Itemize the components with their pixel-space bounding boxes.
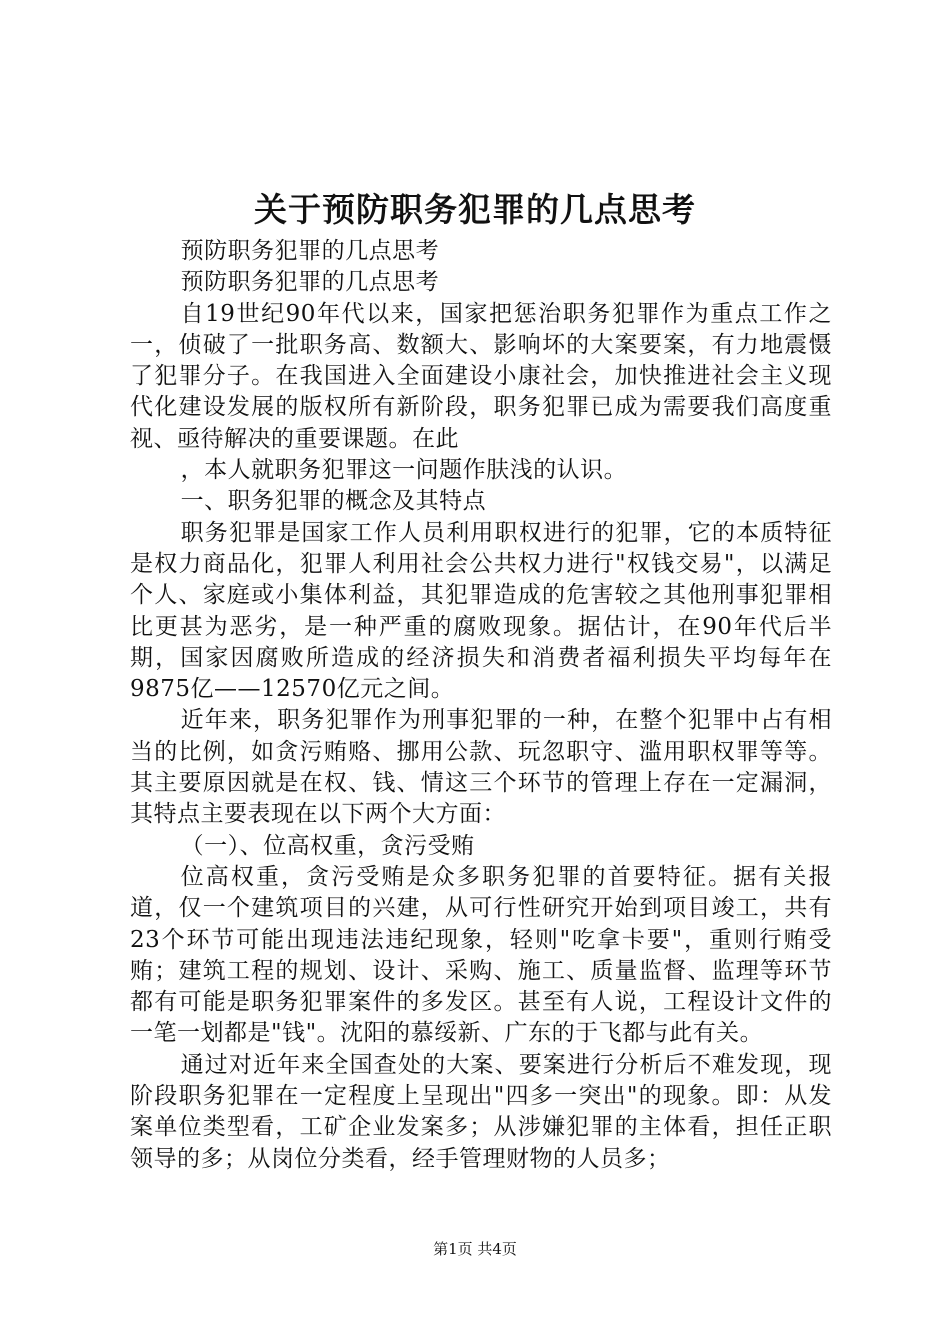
document-title: 关于预防职务犯罪的几点思考 bbox=[254, 190, 696, 229]
body-paragraph: 自19世纪90年代以来，国家把惩治职务犯罪作为重点工作之一，侦破了一批职务高、数额大、影响坏的大案要案，有力地震慑了犯罪分子。在我国进入全面建设小康社会，加快推进社会主义现代化建设发展的版权所有新阶段，职务犯罪已成为需要我们高度重视、亟待解决的重要课题。在此 bbox=[130, 300, 832, 452]
subtitle-line: 预防职务犯罪的几点思考 bbox=[180, 238, 440, 264]
body-paragraph: 近年来，职务犯罪作为刑事犯罪的一种，在整个犯罪中占有相当的比例，如贪污贿赂、挪用公款、玩忽职守、滥用职权罪等等。其主要原因就是在权、钱、情这三个环节的管理上存在一定漏洞，其特点主要表现在以下两个大方面： bbox=[130, 707, 832, 828]
page-footer: 第1页 共4页 bbox=[433, 1240, 517, 1258]
subsection-heading: （一）、位高权重，贪污受贿 bbox=[180, 832, 475, 859]
section-heading: 一、职务犯罪的概念及其特点 bbox=[180, 488, 487, 515]
body-paragraph: ，本人就职务犯罪这一问题作肤浅的认识。 bbox=[180, 457, 628, 484]
body-paragraph: 位高权重，贪污受贿是众多职务犯罪的首要特征。据有关报道，仅一个建筑项目的兴建，从可行性研究开始到项目竣工，共有23个环节可能出现违法违纪现象，轻则"吃拿卡要"，重则行贿受贿；建筑工程的规划、设计、采购、施工、质量监督、监理等环节都有可能是职务犯罪案件的多发区。甚至有人说，工程设计文件的一笔一划都是"钱"。沈阳的慕绥新、广东的于飞都与此有关。 bbox=[130, 863, 832, 1047]
document-body bbox=[130, 236, 832, 1175]
body-paragraph: 职务犯罪是国家工作人员利用职权进行的犯罪，它的本质特征是权力商品化，犯罪人利用社会公共权力进行"权钱交易"，以满足个人、家庭或小集体利益，其犯罪造成的危害较之其他刑事犯罪相比更甚为恶劣，是一种严重的腐败现象。据估计，在90年代后半期，国家因腐败所造成的经济损失和消费者福利损失平均每年在9875亿——12570亿元之间。 bbox=[130, 519, 832, 703]
subtitle-line: 预防职务犯罪的几点思考 bbox=[180, 269, 440, 296]
body-paragraph: 通过对近年来全国查处的大案、要案进行分析后不难发现，现阶段职务犯罪在一定程度上呈现出"四多一突出"的现象。即：从发案单位类型看，工矿企业发案多；从涉嫌犯罪的主体看，担任正职领导的多；从岗位分类看，经手管理财物的人员多； bbox=[130, 1051, 832, 1172]
